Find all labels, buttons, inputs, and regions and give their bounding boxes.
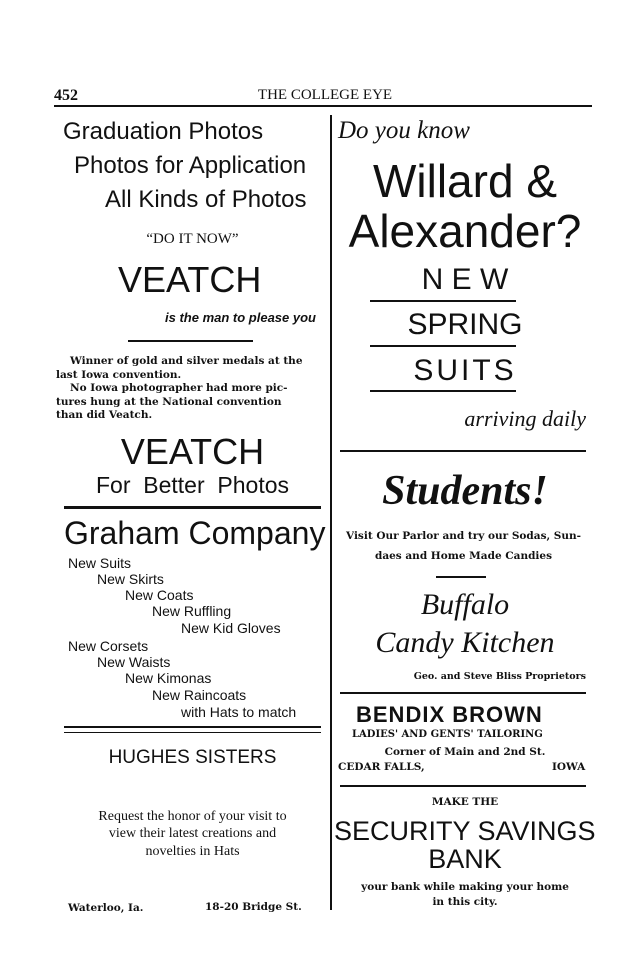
header-rule: [54, 105, 592, 107]
city: Waterloo, Ia.: [68, 902, 144, 914]
list-item: New Suits: [68, 555, 132, 571]
page-number: 452: [54, 87, 78, 104]
business-name: VEATCH: [118, 259, 262, 300]
list-item: New Kid Gloves: [181, 620, 281, 636]
city: CEDAR FALLS,: [338, 761, 425, 773]
text-line: novelties in Hats: [145, 844, 240, 859]
list-item: New Waists: [97, 654, 171, 670]
business-name: Buffalo: [420, 588, 510, 621]
intro: Do you know: [338, 117, 470, 144]
text-line: in this city.: [432, 896, 498, 908]
list-item: New Coats: [125, 587, 194, 603]
list-item: with Hats to match: [181, 704, 297, 720]
list-item: New Corsets: [68, 638, 149, 654]
business-name: Graham Company: [64, 515, 326, 551]
ad-line: Photos for Application: [74, 152, 307, 179]
business-name: Alexander?: [348, 205, 582, 257]
headline-word: N E W: [421, 263, 509, 296]
ad-separator: [340, 692, 586, 694]
text-line: your bank while making your home: [361, 881, 569, 893]
ad-line: All Kinds of Photos: [105, 186, 307, 213]
rule: [370, 390, 516, 392]
running-title: THE COLLEGE EYE: [257, 87, 393, 103]
state: IOWA: [552, 761, 586, 773]
text-line: than did Veatch.: [56, 409, 153, 421]
tagline: arriving daily: [464, 406, 586, 431]
business-name: HUGHES SISTERS: [108, 747, 277, 768]
text-line: MAKE THE: [431, 796, 499, 808]
headline: Students!: [382, 468, 548, 514]
rule: [370, 300, 516, 302]
ad-separator: [340, 785, 586, 787]
business-name: SECURITY SAVINGS: [334, 816, 596, 846]
service: LADIES' AND GENTS' TAILORING: [352, 729, 543, 740]
tagline: For Better Photos: [95, 472, 290, 498]
proprietors: Geo. and Steve Bliss Proprietors: [413, 671, 586, 682]
business-name: BANK: [428, 844, 502, 874]
headline-word: SUITS: [413, 354, 517, 387]
business-name: BENDIX BROWN: [356, 702, 543, 727]
text-line: Winner of gold and silver medals at the: [70, 355, 303, 367]
text-line: No Iowa photographer had more pic-: [70, 382, 288, 394]
list-item: New Skirts: [97, 571, 164, 587]
ad-separator: [64, 506, 321, 509]
list-item: New Raincoats: [152, 687, 247, 703]
text-line: daes and Home Made Candies: [374, 550, 553, 562]
column-divider: [330, 115, 332, 910]
text-line: Request the honor of your visit to: [98, 809, 287, 824]
ad-line: Graduation Photos: [63, 118, 264, 145]
ad-separator: [64, 726, 321, 728]
rule: [436, 576, 486, 578]
slogan: “DO IT NOW”: [146, 231, 239, 247]
ad-separator: [340, 450, 586, 452]
rule: [128, 340, 253, 342]
business-name: Candy Kitchen: [375, 626, 555, 659]
headline-word: SPRING: [407, 308, 523, 341]
medals-paragraph: [56, 355, 318, 423]
address: Corner of Main and 2nd St.: [384, 746, 546, 758]
business-name: Willard &: [372, 155, 558, 207]
text-line: last Iowa convention.: [56, 368, 182, 381]
text-line: Visit Our Parlor and try our Sodas, Sun-: [345, 530, 581, 542]
rule: [370, 345, 516, 347]
text-line: view their latest creations and: [108, 826, 277, 841]
ad-separator: [64, 732, 321, 733]
tagline: is the man to please you: [165, 310, 316, 325]
list-item: New Ruffling: [152, 603, 232, 619]
business-name: VEATCH: [120, 431, 265, 472]
list-item: New Kimonas: [125, 670, 212, 686]
address: 18-20 Bridge St.: [205, 901, 302, 913]
text-line: tures hung at the National convention: [56, 395, 282, 408]
